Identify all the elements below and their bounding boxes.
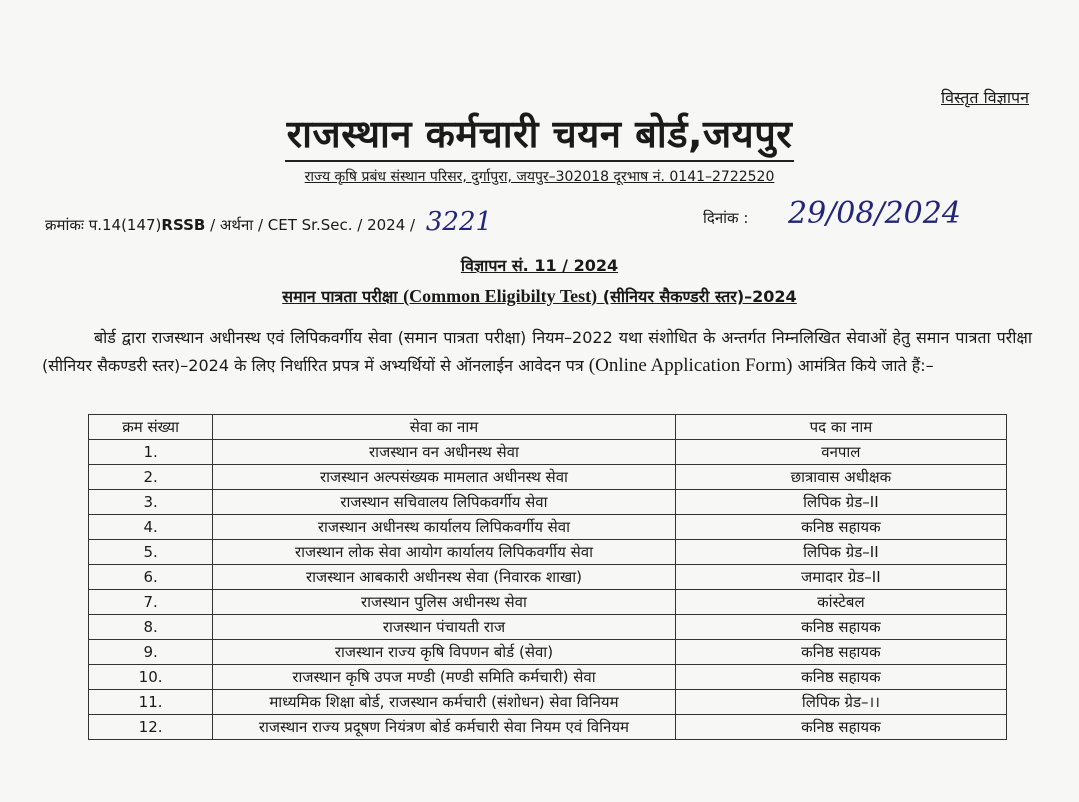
cell-service: राजस्थान पुलिस अधीनस्थ सेवा	[213, 590, 676, 615]
table-row	[89, 715, 1007, 740]
services-table	[88, 414, 1007, 740]
cell-serial: 2.	[89, 465, 213, 490]
cell-service: राजस्थान अल्पसंख्यक मामलात अधीनस्थ सेवा	[213, 465, 676, 490]
cell-post: कनिष्ठ सहायक	[675, 640, 1006, 665]
cell-post: वनपाल	[675, 440, 1006, 465]
cell-service: राजस्थान पंचायती राज	[213, 615, 676, 640]
table-row	[89, 465, 1007, 490]
cell-serial: 11.	[89, 690, 213, 715]
reference-number-handwritten: 3221	[425, 207, 493, 237]
cell-service: राजस्थान वन अधीनस्थ सेवा	[213, 440, 676, 465]
cell-serial: 1.	[89, 440, 213, 465]
header-post: पद का नाम	[675, 415, 1006, 440]
cell-serial: 7.	[89, 590, 213, 615]
board-name: राजस्थान कर्मचारी चयन बोर्ड,जयपुर	[285, 108, 795, 162]
cell-post: छात्रावास अधीक्षक	[675, 465, 1006, 490]
reference-rest: / अर्थना / CET Sr.Sec. / 2024 /	[205, 216, 416, 234]
advertisement-type-label: विस्तृत विज्ञापन	[941, 88, 1029, 107]
header-service: सेवा का नाम	[213, 415, 676, 440]
cell-service-text: माध्यमिक शिक्षा बोर्ड, राजस्थान कर्मचारी (संशोधन) सेवा विनियम	[269, 693, 619, 711]
advertisement-number	[0, 254, 1079, 276]
cell-service: राजस्थान सचिवालय लिपिकवर्गीय सेवा	[213, 490, 676, 515]
cell-serial: 12.	[89, 715, 213, 740]
table-row	[89, 440, 1007, 465]
cell-service: राजस्थान लोक सेवा आयोग कार्यालय लिपिकवर्गीय सेवा	[213, 540, 676, 565]
table-row	[89, 515, 1007, 540]
reference-line	[45, 207, 492, 237]
table-header-row	[89, 415, 1007, 440]
table-row	[89, 615, 1007, 640]
cell-serial: 3.	[89, 490, 213, 515]
cell-service: राजस्थान राज्य कृषि विपणन बोर्ड (सेवा)	[213, 640, 676, 665]
cell-service: राजस्थान कृषि उपज मण्डी (मण्डी समिति कर्मचारी) सेवा	[213, 665, 676, 690]
table-row	[89, 590, 1007, 615]
cell-post: लिपिक ग्रेड–II	[675, 490, 1006, 515]
date-handwritten: 29/08/2024	[788, 196, 961, 231]
table-row	[89, 490, 1007, 515]
intro-text-en: (Online Application Form)	[588, 355, 793, 376]
address-line	[0, 166, 1079, 186]
exam-title-hi-1: समान पात्रता परीक्षा	[282, 287, 398, 306]
exam-title-en: (Common Eligibilty Test)	[403, 286, 598, 306]
cell-post: लिपिक ग्रेड–II	[675, 540, 1006, 565]
cell-post: कनिष्ठ सहायक	[675, 615, 1006, 640]
cell-post: कनिष्ठ सहायक	[675, 715, 1006, 740]
exam-title	[0, 285, 1079, 307]
intro-paragraph	[42, 324, 1032, 380]
intro-text-1: बोर्ड द्वारा राजस्थान अधीनस्थ एवं लिपिकवर्गीय सेवा (समान पात्रता परीक्षा) नियम–2022 यथा संशोधित के अन्तर्गत निम्नलिखित सेवाओं हेतु समान पात्रता परीक्षा (सीनियर सैकण्डरी स्तर)–2024 के लिए निर्धारित प्रपत्र में अभ्यर्थियों से ऑनलाईन आवेदन पत्र	[42, 328, 1032, 375]
cell-serial: 9.	[89, 640, 213, 665]
table-row	[89, 640, 1007, 665]
cell-post: कांस्टेबल	[675, 590, 1006, 615]
reference-code: RSSB	[161, 216, 206, 234]
cell-serial: 10.	[89, 665, 213, 690]
cell-serial: 4.	[89, 515, 213, 540]
table-row	[89, 565, 1007, 590]
cell-post: कनिष्ठ सहायक	[675, 515, 1006, 540]
exam-title-hi-2: (सीनियर सैकण्डरी स्तर)–2024	[602, 287, 797, 306]
reference-label: क्रमांकः प.14(147)	[45, 216, 162, 234]
cell-service	[213, 690, 676, 715]
cell-post: जमादार ग्रेड–II	[675, 565, 1006, 590]
cell-post: लिपिक ग्रेड–।।	[675, 690, 1006, 715]
table-row	[89, 690, 1007, 715]
cell-service: राजस्थान आबकारी अधीनस्थ सेवा (निवारक शाखा)	[213, 565, 676, 590]
board-address: राज्य कृषि प्रबंध संस्थान परिसर, दुर्गापुरा, जयपुर–302018 दूरभाष नं. 0141–2722520	[304, 169, 775, 185]
advertisement-number-text: विज्ञापन सं. 11 / 2024	[460, 256, 619, 275]
cell-post: कनिष्ठ सहायक	[675, 665, 1006, 690]
header-serial: क्रम संख्या	[89, 415, 213, 440]
cell-serial: 8.	[89, 615, 213, 640]
cell-serial: 5.	[89, 540, 213, 565]
intro-text-2: आमंत्रित किये जाते हैं:–	[792, 356, 934, 375]
table-row	[89, 665, 1007, 690]
table-row	[89, 540, 1007, 565]
cell-service-text: राजस्थान राज्य प्रदूषण नियंत्रण बोर्ड कर्मचारी सेवा नियम एवं विनियम	[258, 718, 630, 736]
cell-serial: 6.	[89, 565, 213, 590]
cell-service	[213, 715, 676, 740]
board-header	[0, 108, 1079, 162]
date-label: दिनांक :	[703, 209, 749, 227]
cell-service: राजस्थान अधीनस्थ कार्यालय लिपिकवर्गीय सेवा	[213, 515, 676, 540]
